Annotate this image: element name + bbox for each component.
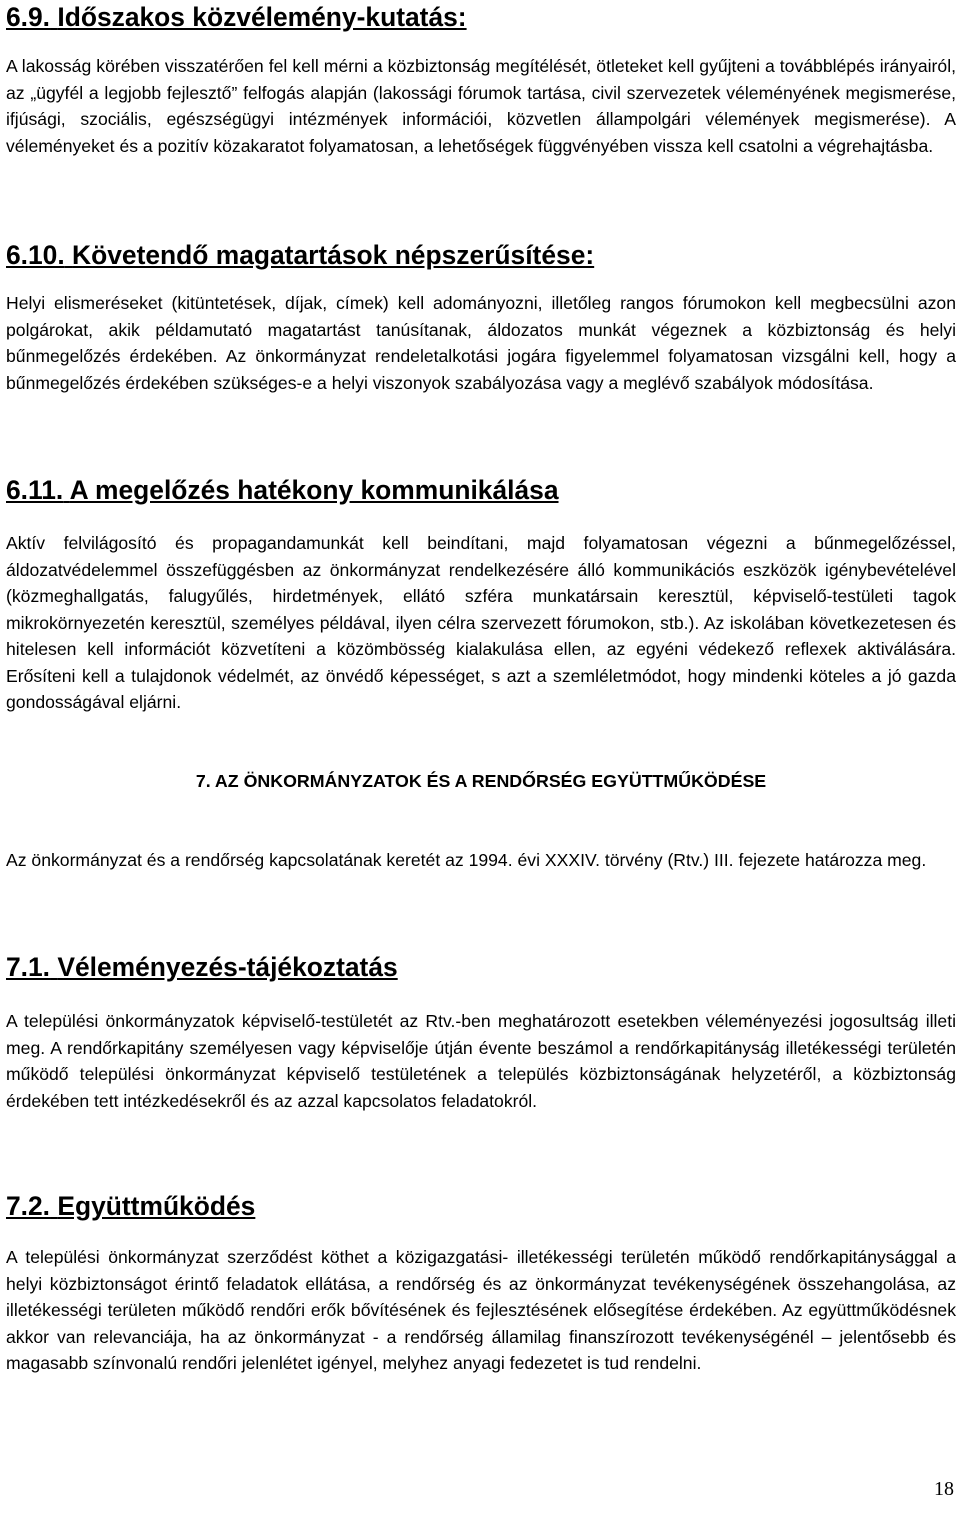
section-number: 7.2.	[6, 1191, 51, 1221]
section-number: 6.11.	[6, 475, 64, 505]
section-paragraph-6-9: A lakosság körében visszatérően fel kell mérni a közbiztonság megítélését, ötleteket kell gyűjteni a továbblépés irányairól, az „ügyfél a legjobb fejlesztő” felfogás alapján (lakossági fórumok tartása, civil szervezetek véleményének megismerése, ifjúsági, szociális, egészségügyi intézmények információi, közvetlen állampolgári vélemények megismerése). A véleményeket és a pozitív közakaratot folyamatosan, a lehetőségek függvényében vissza kell csatolni a végrehajtásba.	[6, 56, 956, 156]
section-number: 6.10.	[6, 240, 65, 270]
section-title: A megelőzés hatékony kommunikálása	[69, 475, 559, 505]
chapter-title: 7. AZ ÖNKORMÁNYZATOK ÉS A RENDŐRSÉG EGYÜTTMŰKÖDÉSE	[195, 771, 767, 791]
section-heading-7-1	[6, 954, 398, 980]
section-title: Együttműködés	[57, 1191, 256, 1221]
section-title: Követendő magatartások népszerűsítése:	[72, 240, 595, 270]
chapter-paragraph: Az önkormányzat és a rendőrség kapcsolatának keretét az 1994. évi XXXIV. törvény (Rtv.) III. fejezete határozza meg.	[6, 850, 927, 870]
section-heading-6-10	[6, 242, 594, 268]
page-number: 18	[934, 1478, 954, 1500]
section-title: Véleményezés-tájékoztatás	[57, 952, 398, 982]
section-heading-7-2	[6, 1193, 255, 1219]
section-paragraph-7-2: A települési önkormányzat szerződést köthet a közigazgatási- illetékességi területén működő rendőrkapitánysággal a helyi közbiztonságot érintő feladatok ellátása, a rendőrség és az önkormányzat tevékenységének összehangolása, az illetékességi területen működő rendőri erők bővítésének és fejlesztésének elősegítése érdekében. Az együttműködésnek akkor van relevanciája, ha az önkormányzat - a rendőrség államilag finanszírozott tevékenységénél – jelentősebb és magasabb színvonalú rendőri jelenlétet igényel, melyhez anyagi fedezetet is tud rendelni.	[6, 1247, 956, 1373]
section-paragraph-6-11: Aktív felvilágosító és propagandamunkát kell beindítani, majd folyamatosan végezni a bűnmegelőzéssel, áldozatvédelemmel összefüggésben az önkormányzat rendelkezésére álló kommunikációs eszközök igénybevételével (közmeghallgatás, falugyűlés, hirdetmények, ellátó szféra munkatársain keresztül, képviselő-testületi tagok mikrokörnyezetén keresztül, személyes példával, ilyen célra szervezett fórumokon, stb.). Az iskolában következetesen és hitelesen kell információt közvetíteni a közömbösség kialakulása ellen, az egyéni védekező reflexek aktiválására. Erősíteni kell a tulajdonok védelmét, az önvédő képességet, s azt a szemléletmódot, hogy mindenki köteles a jó gazda gondosságával eljárni.	[6, 533, 956, 712]
section-heading-6-11	[6, 477, 559, 503]
section-number: 7.1.	[6, 952, 51, 982]
section-paragraph-7-1: A települési önkormányzatok képviselő-testületét az Rtv.-ben meghatározott esetekben véleményezési jogosultság illeti meg. A rendőrkapitány személyesen vagy képviselője útján évente beszámol a rendőrkapitányság illetékességi területén működő települési önkormányzat képviselő testületének a település közbiztonságának helyzetéről, a közbiztonság érdekében tett intézkedésekről és az azzal kapcsolatos feladatokról.	[6, 1011, 956, 1111]
section-title: Időszakos közvélemény-kutatás:	[57, 2, 467, 32]
section-number: 6.9.	[6, 2, 51, 32]
section-paragraph-6-10: Helyi elismeréseket (kitüntetések, díjak, címek) kell adományozni, illetőleg rangos fórumokon kell megbecsülni azon polgárokat, akik példamutató magatartást tanúsítanak, áldozatos munkát végeznek a közbiztonság és helyi bűnmegelőzés érdekében. Az önkormányzat rendeletalkotási jogára figyelemmel folyamatosan vizsgálni kell, hogy a bűnmegelőzés érdekében szükséges-e a helyi viszonyok szabályozása vagy a meglévő szabályok módosítása.	[6, 293, 956, 393]
section-heading-6-9	[6, 4, 467, 30]
